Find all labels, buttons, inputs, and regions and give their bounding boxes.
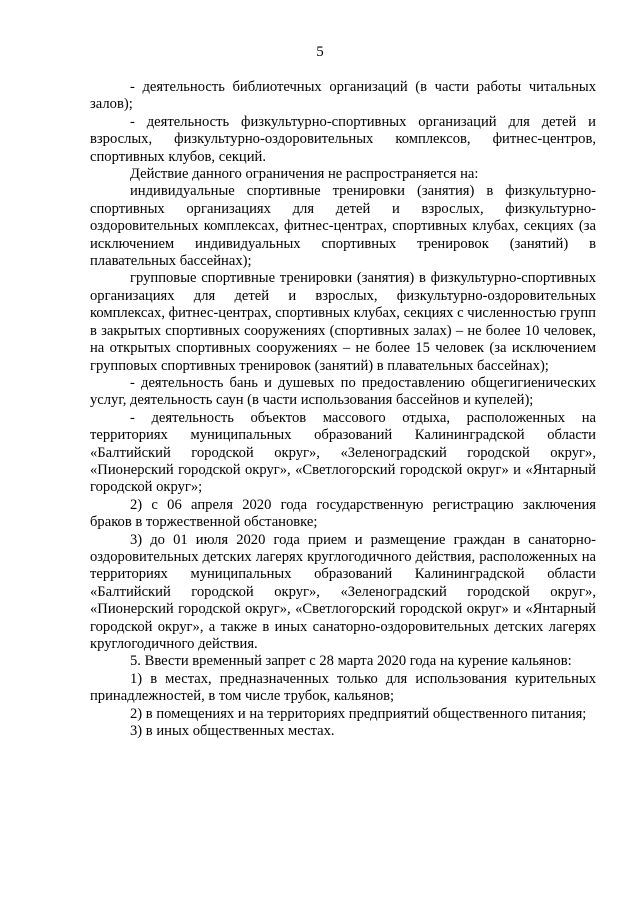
document-body xyxy=(90,79,596,740)
paragraph-health-camps: 3) до 01 июля 2020 года прием и размещение граждан в санаторно-оздоровительных детских лагерях круглогодичного действия, расположенных на территориях муниципальных образований Калининградской области «Балтийский городской округ», «Зеленоградский городской округ», «Пионерский городской округ», «Светлогорский городской округ» и «Янтарный городской округ», а также в иных санаторно-оздоровительных детских лагерях круглогодичного действия. xyxy=(90,531,596,652)
paragraph-smoking-places: 1) в местах, предназначенных только для использования курительных принадлежностей, в том числе трубок, кальянов; xyxy=(90,670,596,705)
paragraph-baths-saunas: - деятельность бань и душевых по предоставлению общегигиенических услуг, деятельность саун (в части использования бассейнов и купелей); xyxy=(90,374,596,409)
paragraph-group-training: групповые спортивные тренировки (занятия) в физкультурно-спортивных организациях для детей и взрослых, физкультурно-оздоровительных комплексах, фитнес-центрах, спортивных клубах, секциях с численностью групп в закрытых спортивных сооружениях (спортивных залах) – не более 10 человек, на открытых спортивных сооружениях – не более 15 человек (за исключением групповых спортивных тренировок (занятий) в плавательных бассейнах); xyxy=(90,270,596,374)
paragraph-restriction-exception: Действие данного ограничения не распространяется на: xyxy=(130,166,479,183)
paragraph-hookah-ban: 5. Ввести временный запрет с 28 марта 2020 года на курение кальянов: xyxy=(130,653,572,670)
paragraph-mass-recreation: - деятельность объектов массового отдыха, расположенных на территориях муниципальных образований Калининградской области «Балтийский городской округ», «Зеленоградский городской округ», «Пионерский городской округ», «Светлогорский городской округ» и «Янтарный городской округ»; xyxy=(90,409,596,496)
paragraph-sports-organizations: - деятельность физкультурно-спортивных организаций для детей и взрослых, физкультурно-оздоровительных комплексов, фитнес-центров, спортивных клубов, секций. xyxy=(90,113,596,165)
paragraph-public-places: 3) в иных общественных местах. xyxy=(130,723,335,740)
page-number: 5 xyxy=(316,44,324,60)
paragraph-library: - деятельность библиотечных организаций (в части работы читальных залов); xyxy=(90,79,596,113)
paragraph-marriage-registration: 2) с 06 апреля 2020 года государственную регистрацию заключения браков в торжественной обстановке; xyxy=(90,496,596,531)
paragraph-catering: 2) в помещениях и на территориях предприятий общественного питания; xyxy=(130,705,587,722)
paragraph-individual-training: индивидуальные спортивные тренировки (занятия) в физкультурно-спортивных организациях для детей и взрослых, физкультурно-оздоровительных комплексах, фитнес-центрах, спортивных клубах, секциях (за исключением индивидуальных спортивных тренировок (занятий) в плавательных бассейнах); xyxy=(90,183,596,270)
